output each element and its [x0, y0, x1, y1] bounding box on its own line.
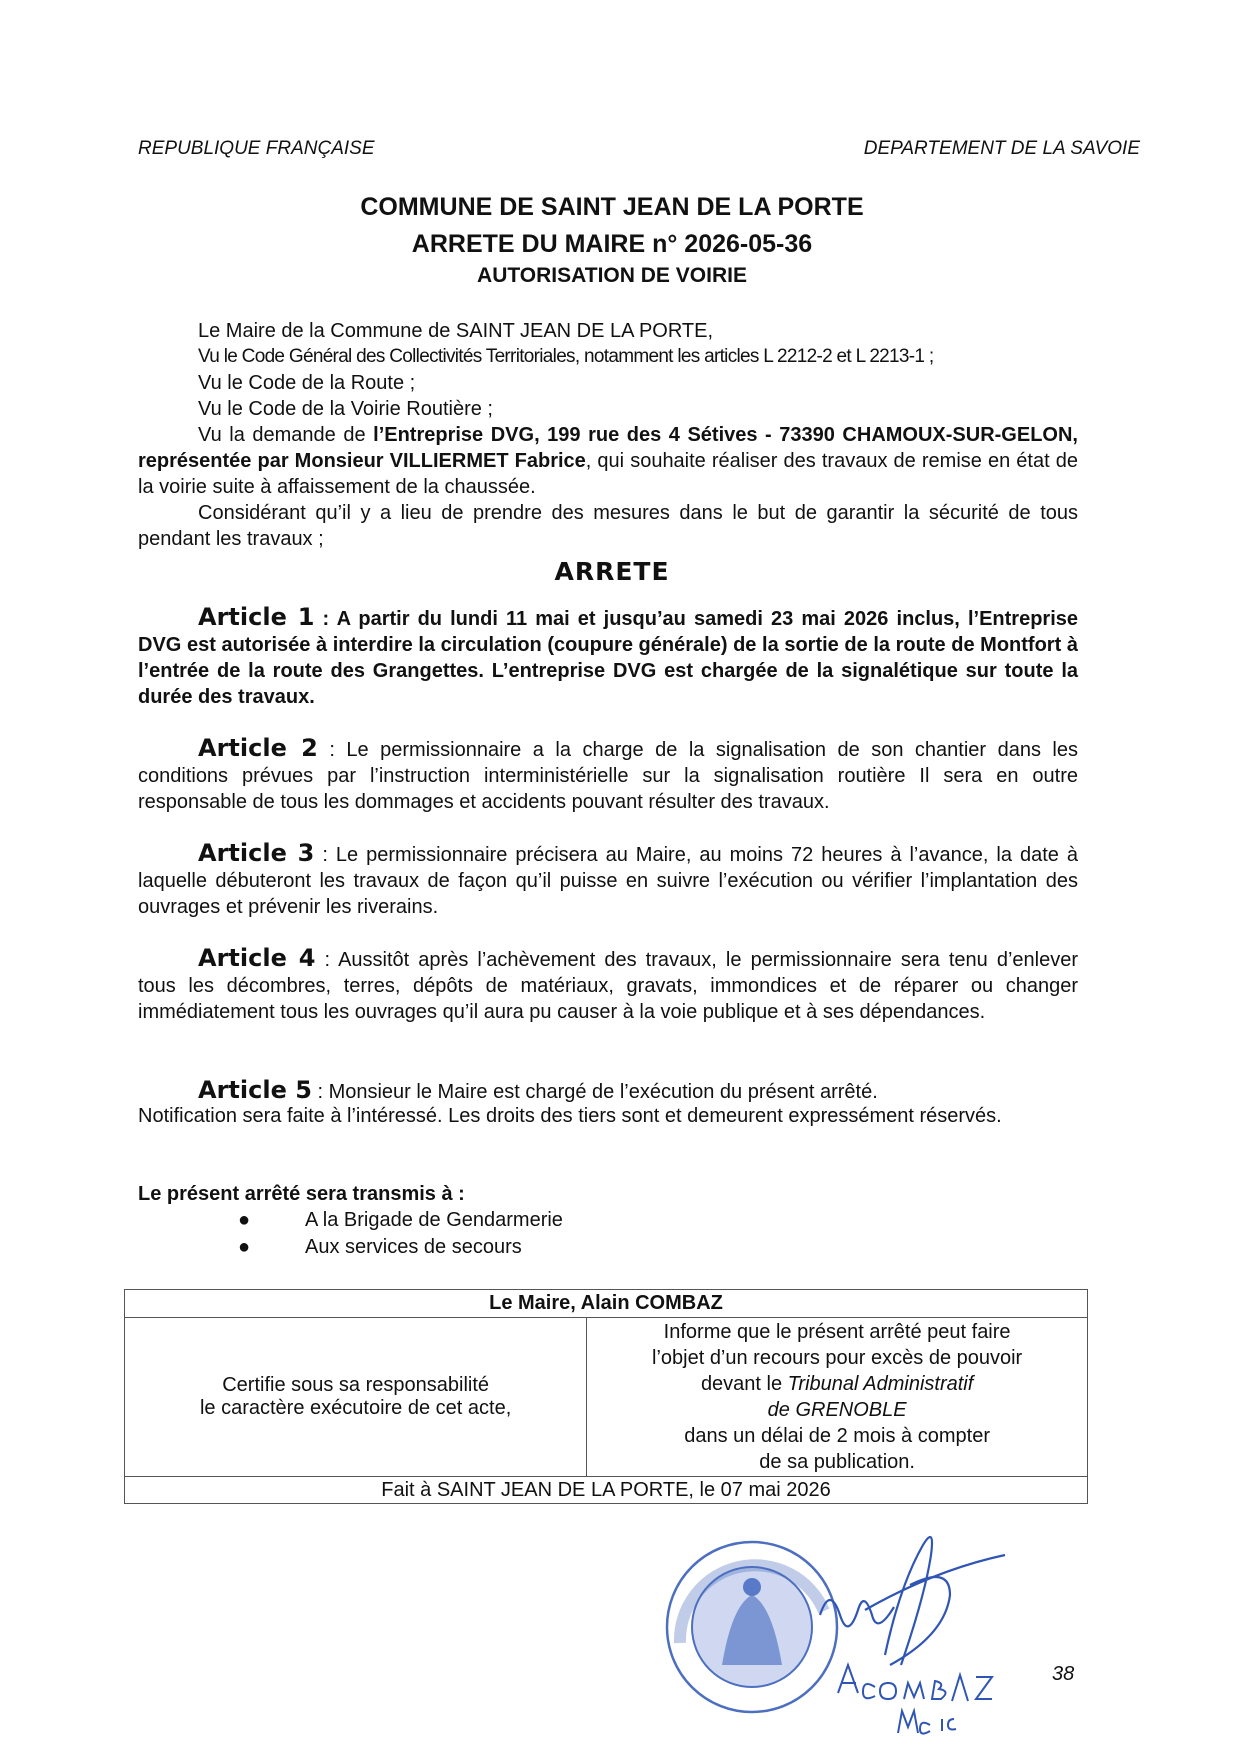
signature-table-header: Le Maire, Alain COMBAZ [125, 1290, 1088, 1318]
article-5-text: Monsieur le Maire est chargé de l’exécution du présent arrêté. [328, 1081, 878, 1103]
recours-line: de GRENOBLE [767, 1399, 907, 1421]
arrete-heading: ARRETE [554, 557, 670, 586]
preamble-code-route: Vu le Code de la Route ; [198, 372, 416, 394]
signature-table-footer: Fait à SAINT JEAN DE LA PORTE, le 07 mai 2026 [125, 1477, 1088, 1504]
article-5 [138, 1077, 1078, 1105]
title-arrete-number: ARRETE DU MAIRE n° 2026-05-36 [411, 230, 813, 258]
article-1-sep: : [314, 608, 337, 630]
commune-stamp [667, 1542, 837, 1712]
handwritten-signature [820, 1537, 1005, 1665]
preamble-maire: Le Maire de la Commune de SAINT JEAN DE LA PORTE, [198, 320, 714, 342]
transmission-heading: Le présent arrêté sera transmis à : [138, 1183, 465, 1205]
preamble-considerant: Considérant qu’il y a lieu de prendre des mesures dans le but de garantir la sécurité de tous pendant les travaux ; [138, 502, 1078, 550]
preamble-demande [138, 422, 1078, 500]
recours-cell [587, 1318, 1088, 1477]
recours-devant: devant le [700, 1373, 788, 1395]
article-1-text: A partir du lundi 11 mai et jusqu’au samedi 23 mai 2026 inclus, l’Entreprise DVG est autorisée à interdire la circulation (coupure générale) de la sortie de la route de Montfort à l’entrée de la route des Grangettes. L’entreprise DVG est chargée de la signalétique sur toute la durée des travaux. [138, 608, 1078, 708]
certification-cell [125, 1318, 587, 1477]
recours-line: de sa publication. [759, 1451, 915, 1473]
bullet-icon: ● [238, 1209, 251, 1231]
article-3-text: Le permissionnaire précisera au Maire, au moins 72 heures à l’avance, la date à laquelle débuteront les travaux de façon qu’il puisse en suivre l’exécution ou vérifier l’implantation des ouvrages et prévenir les riverains. [138, 844, 1079, 918]
header-right: DEPARTEMENT DE LA SAVOIE [863, 138, 1140, 159]
recours-tribunal: Tribunal Administratif [787, 1373, 974, 1395]
article-1-label: Article 1 [198, 603, 315, 631]
article-5-sep: : [311, 1081, 329, 1103]
article-4-sep: : [315, 949, 339, 971]
header-left: REPUBLIQUE FRANÇAISE [138, 138, 375, 159]
recours-line: l’objet d’un recours pour excès de pouvoir [652, 1347, 1023, 1369]
recours-line: dans un délai de 2 mois à compter [684, 1425, 990, 1447]
article-2-sep: : [317, 739, 347, 761]
handwritten-name [838, 1665, 992, 1734]
stamp-signature-graphic [660, 1525, 1060, 1740]
preamble-demande-start: Vu la demande de [198, 424, 374, 446]
article-3-label: Article 3 [198, 839, 315, 867]
transmission-item: Aux services de secours [305, 1236, 522, 1258]
preamble-code-voirie: Vu le Code de la Voirie Routière ; [198, 398, 493, 420]
article-4-label: Article 4 [198, 944, 316, 972]
transmission-item: A la Brigade de Gendarmerie [305, 1209, 563, 1231]
article-2-text: Le permissionnaire a la charge de la signalisation de son chantier dans les conditions prévues par l’instruction interministérielle sur la signalisation routière Il sera en outre responsable de tous les dommages et accidents pouvant résulter des travaux. [138, 739, 1079, 813]
recours-line: Informe que le présent arrêté peut faire [663, 1321, 1011, 1343]
article-4 [138, 945, 1078, 1025]
certification-line: le caractère exécutoire de cet acte, [199, 1397, 512, 1419]
bullet-icon: ● [238, 1236, 251, 1258]
article-1 [138, 604, 1078, 710]
article-3 [138, 840, 1078, 920]
certification-line: Certifie sous sa responsabilité [222, 1374, 490, 1396]
article-5-notification: Notification sera faite à l’intéressé. Les droits des tiers sont et demeurent expressément réservés. [138, 1105, 1002, 1127]
article-2-label: Article 2 [198, 734, 318, 762]
signature-table [124, 1289, 1088, 1504]
recours-line [593, 1371, 1081, 1397]
article-5-label: Article 5 [198, 1076, 312, 1104]
preamble-cgct: Vu le Code Général des Collectivités Territoriales, notamment les articles L 2212-2 et L 2213-1 ; [198, 346, 934, 367]
article-3-sep: : [314, 844, 336, 866]
article-2 [138, 735, 1078, 815]
preamble-demande-end: , qui souhaite réaliser des travaux de remise en état de la voirie suite à affaissement de la chaussée. [138, 450, 1078, 498]
preamble-demande-entreprise: l’Entreprise DVG, 199 rue des 4 Sétives - 73390 CHAMOUX-SUR-GELON, représentée par Monsieur VILLIERMET Fabrice [138, 424, 1078, 472]
page-number: 38 [1052, 1663, 1075, 1685]
article-4-text: Aussitôt après l’achèvement des travaux, le permissionnaire sera tenu d’enlever tous les décombres, terres, dépôts de matériaux, gravats, immondices et de réparer ou changer immédiatement tous les ouvrages qu’il aura pu causer à la voie publique et à ses dépendances. [138, 949, 1078, 1023]
title-commune: COMMUNE DE SAINT JEAN DE LA PORTE [360, 193, 864, 221]
title-subject: AUTORISATION DE VOIRIE [477, 264, 747, 287]
